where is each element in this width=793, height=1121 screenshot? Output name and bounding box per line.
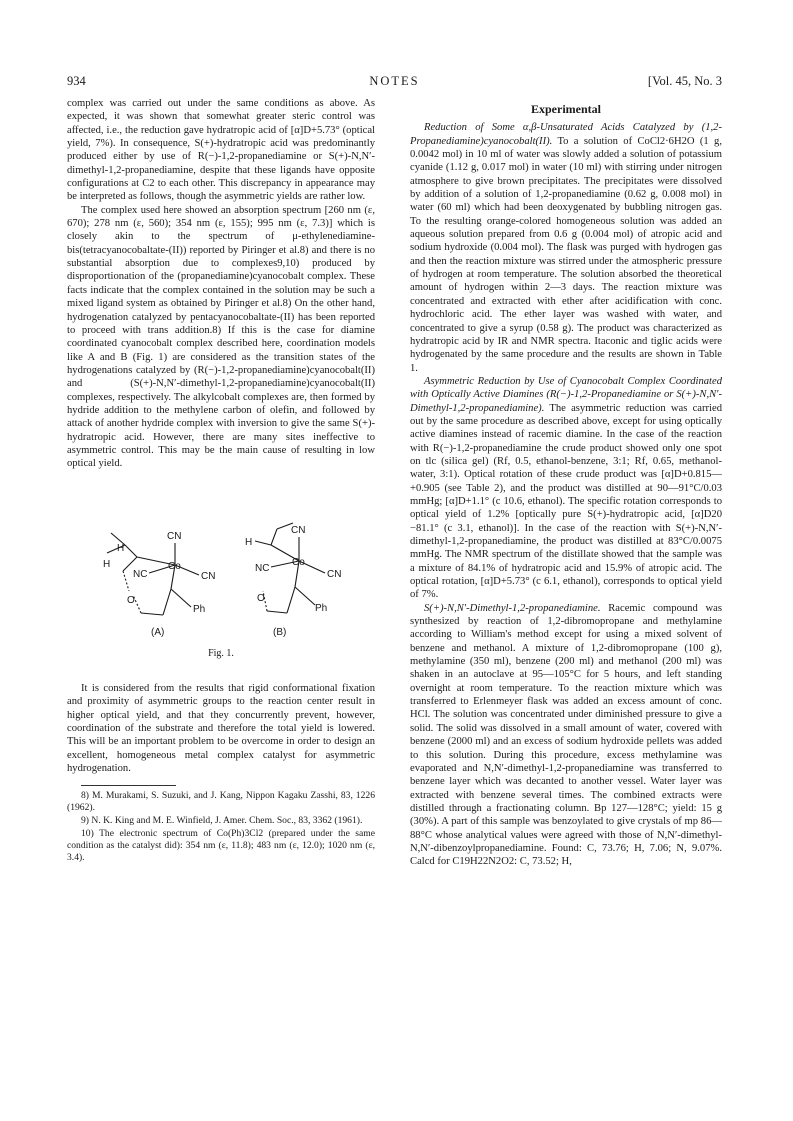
footnotes xyxy=(67,790,375,864)
experimental-paragraph xyxy=(410,602,722,869)
paragraph-body: The asymmetric reduction was carried out by the same procedure as described above, except for using optically active diamines instead of racemic diamine. In the case of the reaction with R(−)-1,2-propanediamine the crude product showed only one spot on tlc (silica gel) (Rf, 0.5, ethanol-benzene, 3:1; Rf, 0.65, methanol-water, 3:1). Optical rotation of these crude product was [α]D+0.815—+0.905 (see Table 2), and the product was distilled at 90—91°C/0.03 mmHg; [α]D+1.1° (c 10.6, ethanol). The specific rotation corresponds to optical yield of 1.2% [optically pure S(+)-hydratropic acid, [α]D20 −81.1° (c 3.1, ethanol)]. In the case of the reaction with S(+)-N,N′-dimethyl-1,2-propanediamine, the product was distilled at 83°C/0.0075 mmHg. The NMR spectrum of the distillate showed that the sample was a mixture of 84.1% of hydratropic acid and 15.9% of atropic acid. The optical rotation, [α]D+5.73° (c 6.1, ethanol), corresponds to optical yield of 7%. xyxy=(410,402,722,601)
label-co: Co xyxy=(292,556,305,568)
run-in-title: Asymmetric Reduction by Use of Cyanocobalt Complex Coordinated with Optically Active Diamines (R(−)-1,2-Propanediamine or S(+)-N,N′-Dimethyl-1,2-propanediamine). xyxy=(410,375,722,414)
label-o: O xyxy=(127,594,135,606)
right-column xyxy=(410,97,722,869)
label-nc: NC xyxy=(133,568,148,580)
label-cn: CN xyxy=(291,524,306,536)
figure-1 xyxy=(67,475,375,645)
running-header xyxy=(67,74,722,90)
figure-caption: Fig. 1. xyxy=(208,647,234,659)
experimental-paragraph xyxy=(410,375,722,602)
footnote: 8) M. Murakami, S. Suzuki, and J. Kang, Nippon Kagaku Zasshi, 83, 1226 (1962). xyxy=(67,790,375,814)
label-a: (A) xyxy=(151,626,165,638)
label-o: O xyxy=(257,592,265,604)
run-in-title: S(+)-N,N′-Dimethyl-1,2-propanediamine. xyxy=(424,602,601,614)
label-ph: Ph xyxy=(193,603,206,615)
label-nc: NC xyxy=(255,562,270,574)
section-title: NOTES xyxy=(369,74,420,88)
paragraph-body: To a solution of CoCl2·6H2O (1 g, 0.0042 mol) in 10 ml of water was slowly added a solution of potassium cyanide (1.12 g, 0.017 mol) in water (10 ml) with stirring under nitrogen atmosphere to give brown precipitates. The precipitates were dissolved by addition of a solution of 1,2-propanediamine (0.62 g, 0.008 mol) in water (60 ml) which had been deoxygenated by bubbling nitrogen gas. To the resulting orange-colored homogeneous solution was added an aqueous solution prepared from 0.6 g (0.004 mol) of atropic acid and sodium hydroxide (0.004 mol). The flask was purged with hydrogen gas and then the reaction mixture was stirred under the atmospheric pressure of hydrogen at room temperature. The solution absorbed the theoretical amount of hydrogen within 2—3 days. The reaction mixture was concentrated and extracted with ether after acidification with conc. hydrochloric acid. The ether layer was washed with water, and concentrated to give a syrup (0.58 g). The product was characterized as hydratropic acid by IR and NMR spectra. Itaconic and tiglic acids were hydrogenated by the same procedure and the results are shown in Table 1. xyxy=(410,135,722,374)
label-h: H xyxy=(245,536,253,548)
body-paragraph: complex was carried out under the same conditions as above. As expected, it was shown that somewhat greater steric control was affected, i.e., the reduction gave hydratropic acid of [α]D+5.73° (optical yield, 7%). In consequence, S(+)-hydratropic acid was predominantly produced either by use of R(−)-1,2-propanediamine or S(+)-N,N′-dimethyl-1,2-propanediamine, despite that these ligands have opposite configurations at C2 to each other. This discrepancy in appearance may be interpreted as follows, though the asymmetric yields are rather low. xyxy=(67,98,375,203)
paragraph-body: Racemic compound was synthesized by reaction of 1,2-dibromopropane and methylamine according to William's method except for using a mixed solvent of benzene and methanol. A mixture of 1,2-dibromopropane (100 g), methylamine (350 ml), benzene (200 ml) and methanol (200 ml) was shaken in an autoclave at 95—105°C for 5 hours, and left standing overnight at room temperature. To the reaction mixture which was transferred to Erlenmeyer flask was added an excess amount of conc. HCl. The solution was concentrated under diminished pressure to give a solid. The solid was dissolved in a small amount of water, covered with benzene (2000 ml) and an excess of sodium hydroxide pellets was added to this solution. During this procedure, excess methylamine was evaporated and N,N′-dimethyl-1,2-propanediamine was transferred to benzene layer which was decanted to another vessel. Water layer was extracted with benzene several times. The combined extracts were distilled through a fractionating column. Bp 127—128°C; yield: 15 g (30%). A part of this sample was benzoylated to give crystals of mp 86—88°C whose analytical values were agreed with those of N,N′-dimethyl-N,N′-dibenzoylpropanediamine. Found: C, 73.76; H, 7.06; N, 9.07%. Calcd for C19H22N2O2: C, 73.52; H, xyxy=(410,602,722,868)
structure-diagram xyxy=(67,475,375,645)
volume-info: [Vol. 45, No. 3 xyxy=(647,74,722,88)
page-number: 934 xyxy=(67,74,86,88)
label-cn: CN xyxy=(327,568,342,580)
label-ph: Ph xyxy=(315,602,328,614)
label-h: H xyxy=(103,558,111,570)
run-in-title: Reduction of Some α,β-Unsaturated Acids Catalyzed by (1,2-Propanediamine)cyanocobalt(II). xyxy=(410,122,722,147)
footnote: 10) The electronic spectrum of Co(Ph)3Cl2 (prepared under the same condition as the catalyst did): 354 nm (ε, 11.8); 483 nm (ε, 12.0); 1020 nm (ε, 3.4). xyxy=(67,828,375,864)
body-paragraph: The complex used here showed an absorption spectrum [260 nm (ε, 670); 278 nm (ε, 560); 354 nm (ε, 155); 995 nm (ε, 7.3)] which is closely akin to the spectrum of μ-ethylenediamine-bis(tetracyanocobaltate-(II)) reported by Piringer et al.8) and there is no substantial absorption due to complexes9,10) produced by disproportionation of the (propanediamine)cyanocobalt complex. These facts indicate that the complex contained in the solution may be such a mixed ligand system as obtained by Piringer et al.8) On the other hand, hydrogenation catalyzed by pentacyanocobaltate-(II) has been reported to proceed with trans addition.8) If this is the case for diamine coordinated cyanocobalt complex described here, coordination models like A and B (Fig. 1) are considered as the transition states of the hydrogenations catalyzed by (R(−)-1,2-propanediamine)cyanocobalt(II) and (S(+)-N,N′-dimethyl-1,2-propanediamine)cyanocobalt(II) complexes, respectively. The alkylcobalt complexes are, then formed by hydride addition to the methylene carbon of olefin, and followed by attack of another hydride complex with inversion to give the same S(+)-hydratropic acid. However, there are many sites ineffective to asymmetric control. This may be the main cause of resulting in low optical yield. xyxy=(67,204,375,470)
footnote: 9) N. K. King and M. E. Winfield, J. Amer. Chem. Soc., 83, 3362 (1961). xyxy=(81,815,363,827)
footnote-rule xyxy=(81,785,176,786)
label-co: Co xyxy=(168,560,181,572)
body-paragraph: It is considered from the results that rigid conformational fixation and proximity of asymmetric groups to the reaction center result in higher optical yield, and that they concurrently prevent, however, coordination of the substrate and therefore the total yield is lowered. This will be an important problem to be overcome in order to design an excellent, homogeneous metal complex catalyst for asymmetric hydrogenation. xyxy=(67,682,375,775)
label-cn: CN xyxy=(167,530,182,542)
left-column xyxy=(67,97,375,865)
section-heading: Experimental xyxy=(531,102,601,116)
label-cn: CN xyxy=(201,570,216,582)
label-h: H xyxy=(117,542,125,554)
experimental-paragraph xyxy=(410,121,722,375)
label-b: (B) xyxy=(273,626,287,638)
